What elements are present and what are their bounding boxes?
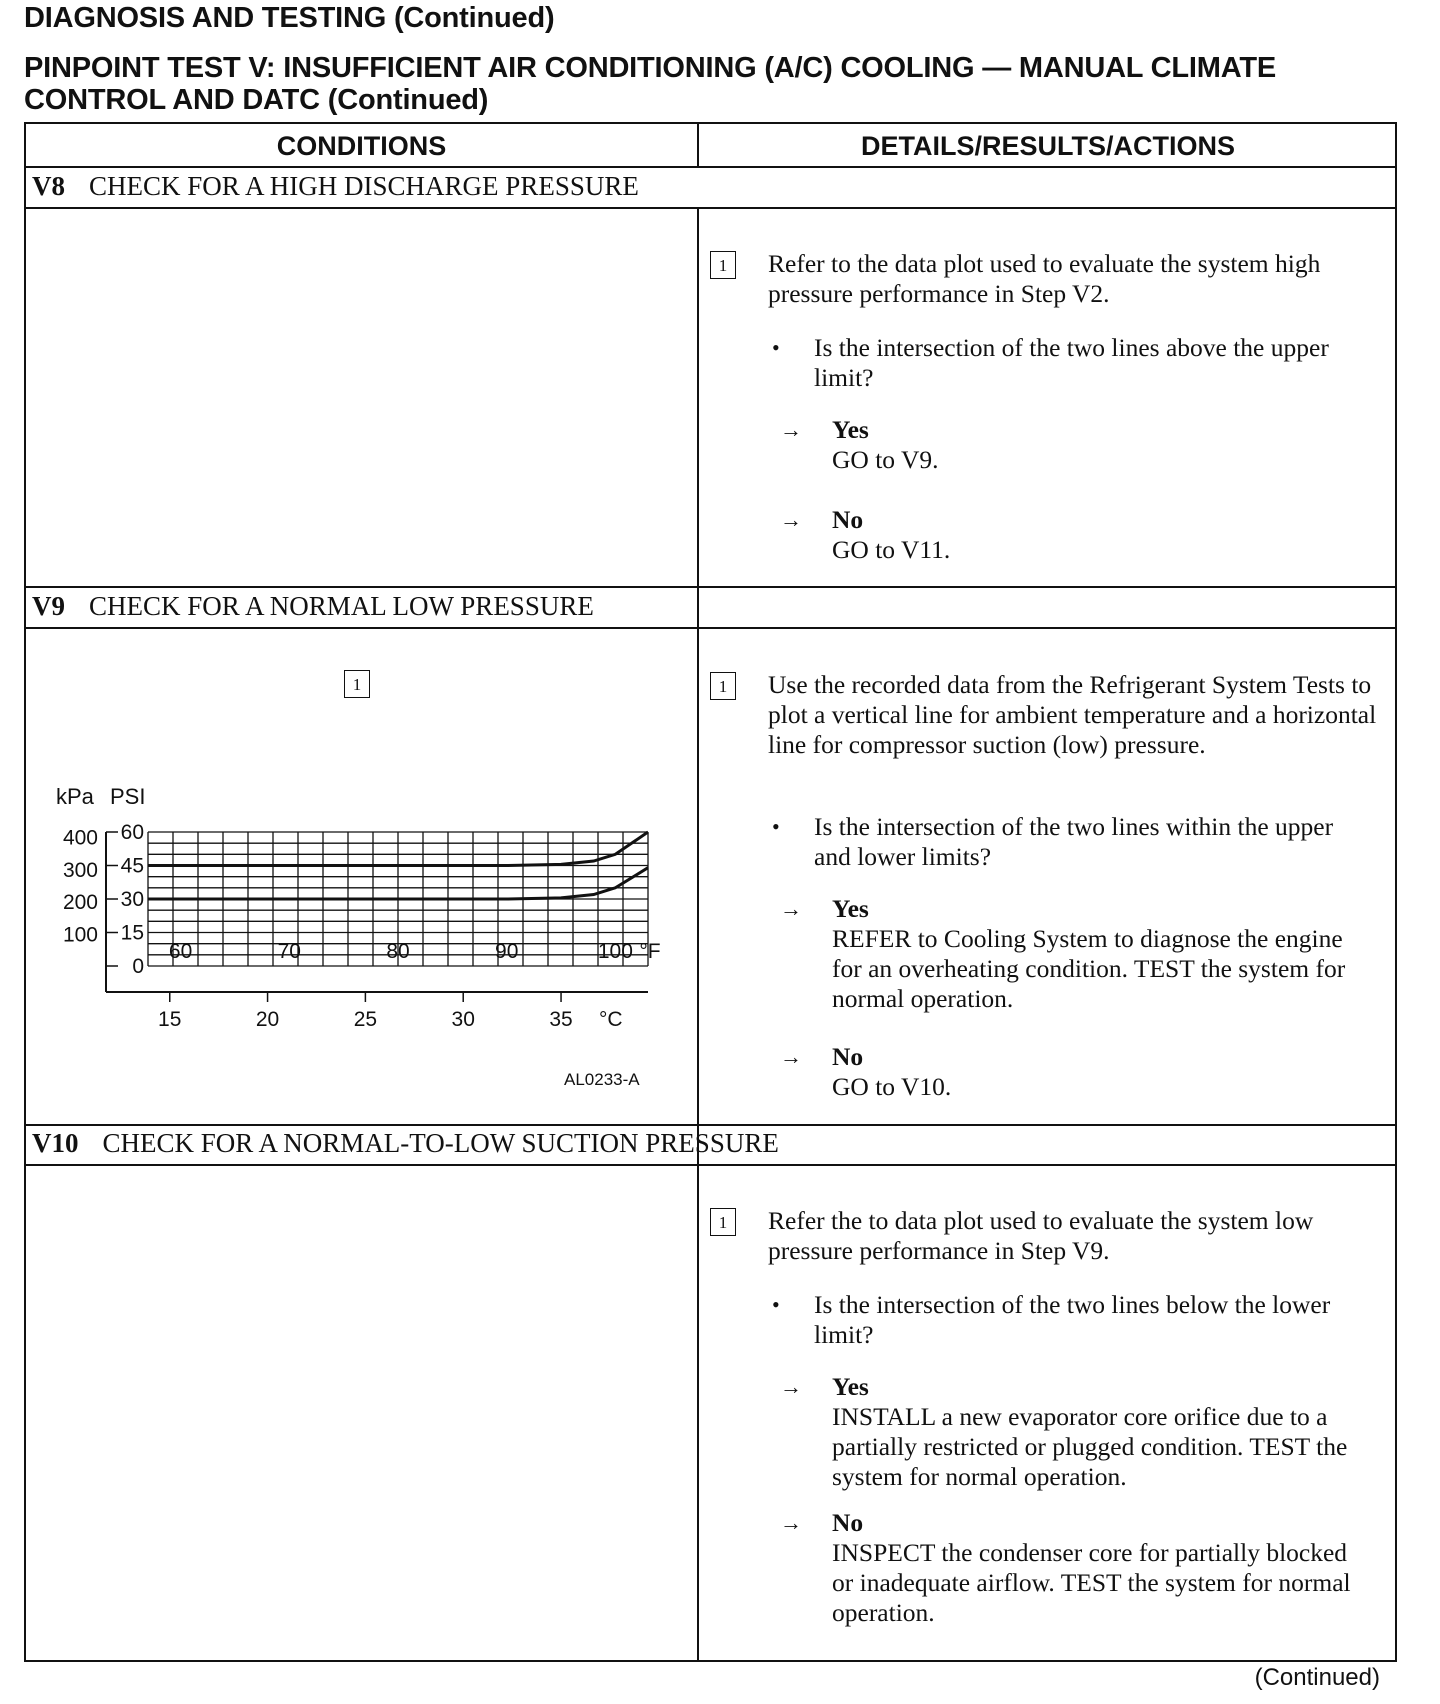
celsius-tick-label: 20 (255, 1008, 280, 1031)
no-label: No (832, 1508, 864, 1537)
kpa-tick-label: 300 (62, 858, 98, 882)
fahrenheit-tick-label: 70 (277, 940, 301, 963)
low-pressure-chart (26, 620, 676, 1100)
arrow-icon: → (780, 1510, 802, 1535)
step-header-v8 (32, 168, 639, 204)
no-action: GO to V10. (832, 1072, 952, 1101)
celsius-unit-label: °C (599, 1008, 623, 1031)
figure-callout-box: 1 (344, 670, 370, 698)
step-header-v10 (32, 1125, 779, 1161)
section-title: DIAGNOSIS AND TESTING (Continued) (24, 2, 555, 34)
no-label: No (832, 1042, 864, 1071)
column-divider (697, 124, 699, 166)
callout-box: 1 (710, 1208, 736, 1236)
question-text: Is the intersection of the two lines below the lower limit? (814, 1290, 1331, 1349)
test-title: PINPOINT TEST V: INSUFFICIENT AIR CONDITIONING (A/C) COOLING — MANUAL CLIMATE CONTROL AND DATC (Continued) (24, 52, 1276, 116)
psi-tick-label: 15 (120, 921, 144, 945)
yes-action: REFER to Cooling System to diagnose the engine for an overheating condition. TEST the system for normal operation. (832, 924, 1346, 1013)
no-action: GO to V11. (832, 535, 951, 564)
step-title: CHECK FOR A NORMAL LOW PRESSURE (89, 591, 594, 621)
arrow-icon: → (780, 896, 802, 921)
row-divider (26, 1164, 1395, 1166)
instruction-text: Refer the to data plot used to evaluate the system low pressure performance in Step V9. (768, 1206, 1314, 1265)
bullet-icon: • (772, 814, 780, 839)
step-id: V10 (32, 1128, 79, 1158)
question-text: Is the intersection of the two lines within the upper and lower limits? (814, 812, 1334, 871)
psi-tick-label: 30 (120, 888, 144, 911)
step-title: CHECK FOR A NORMAL-TO-LOW SUCTION PRESSURE (102, 1128, 779, 1158)
step-header-v9 (32, 588, 594, 624)
row-divider (26, 207, 1395, 209)
arrow-icon: → (780, 1044, 802, 1069)
no-result (832, 1042, 1372, 1102)
yes-label: Yes (832, 1372, 869, 1401)
details-v10 (710, 1206, 1390, 1661)
no-result (832, 505, 1352, 565)
kpa-unit-label: kPa (56, 784, 94, 809)
step-title: CHECK FOR A HIGH DISCHARGE PRESSURE (89, 171, 639, 201)
yes-result (832, 415, 1352, 475)
callout-box: 1 (710, 251, 736, 279)
fahrenheit-tick-label: 80 (386, 940, 410, 963)
yes-result (832, 1372, 1372, 1492)
details-v8 (710, 249, 1390, 709)
column-divider (697, 629, 699, 1171)
psi-unit-label: PSI (110, 784, 146, 809)
celsius-tick-label: 15 (158, 1008, 182, 1031)
callout-box: 1 (710, 672, 736, 700)
bullet-icon: • (772, 1292, 780, 1317)
question-text: Is the intersection of the two lines above the upper limit? (814, 333, 1329, 392)
no-result (832, 1508, 1372, 1628)
bullet-icon: • (772, 335, 780, 360)
instruction-text: Use the recorded data from the Refrigerant System Tests to plot a vertical line for ambient temperature and a horizontal line for compressor suction (low) pressure. (768, 670, 1377, 759)
psi-tick-label: 0 (132, 955, 144, 978)
arrow-icon: → (780, 507, 802, 532)
no-action: INSPECT the condenser core for partially blocked or inadequate airflow. TEST the system for normal operation. (832, 1538, 1351, 1627)
yes-label: Yes (832, 894, 869, 923)
figure-code: AL0233-A (564, 1070, 640, 1089)
celsius-tick-label: 30 (451, 1008, 475, 1031)
psi-tick-label: 60 (120, 821, 144, 844)
step-id: V9 (32, 591, 65, 621)
step-id: V8 (32, 171, 65, 201)
details-v9 (710, 670, 1390, 1170)
yes-label: Yes (832, 415, 869, 444)
fahrenheit-unit-label: °F (639, 940, 661, 963)
continued-label: (Continued) (1254, 1664, 1380, 1691)
column-header-details: DETAILS/RESULTS/ACTIONS (860, 131, 1235, 161)
psi-tick-label: 45 (120, 854, 144, 878)
column-divider (697, 1166, 699, 1662)
fahrenheit-tick-label: 100 (597, 940, 633, 963)
fahrenheit-tick-label: 60 (168, 940, 193, 963)
fahrenheit-tick-label: 90 (495, 940, 519, 963)
chart-grid (106, 832, 648, 992)
celsius-tick-label: 25 (353, 1008, 378, 1031)
yes-action: INSTALL a new evaporator core orifice due to a partially restricted or plugged condition. TEST the system for normal operation. (832, 1402, 1348, 1491)
celsius-tick-label: 35 (549, 1008, 573, 1031)
kpa-tick-label: 100 (62, 923, 98, 947)
instruction-text: Refer to the data plot used to evaluate the system high pressure performance in Step V2. (768, 249, 1321, 308)
chart-labels (63, 821, 661, 1031)
yes-result (832, 894, 1372, 1014)
no-label: No (832, 505, 864, 534)
column-header-conditions: CONDITIONS (276, 131, 447, 161)
kpa-tick-label: 200 (62, 891, 98, 915)
yes-action: GO to V9. (832, 445, 939, 474)
arrow-icon: → (780, 1374, 802, 1399)
kpa-tick-label: 400 (62, 826, 98, 850)
arrow-icon: → (780, 417, 802, 442)
